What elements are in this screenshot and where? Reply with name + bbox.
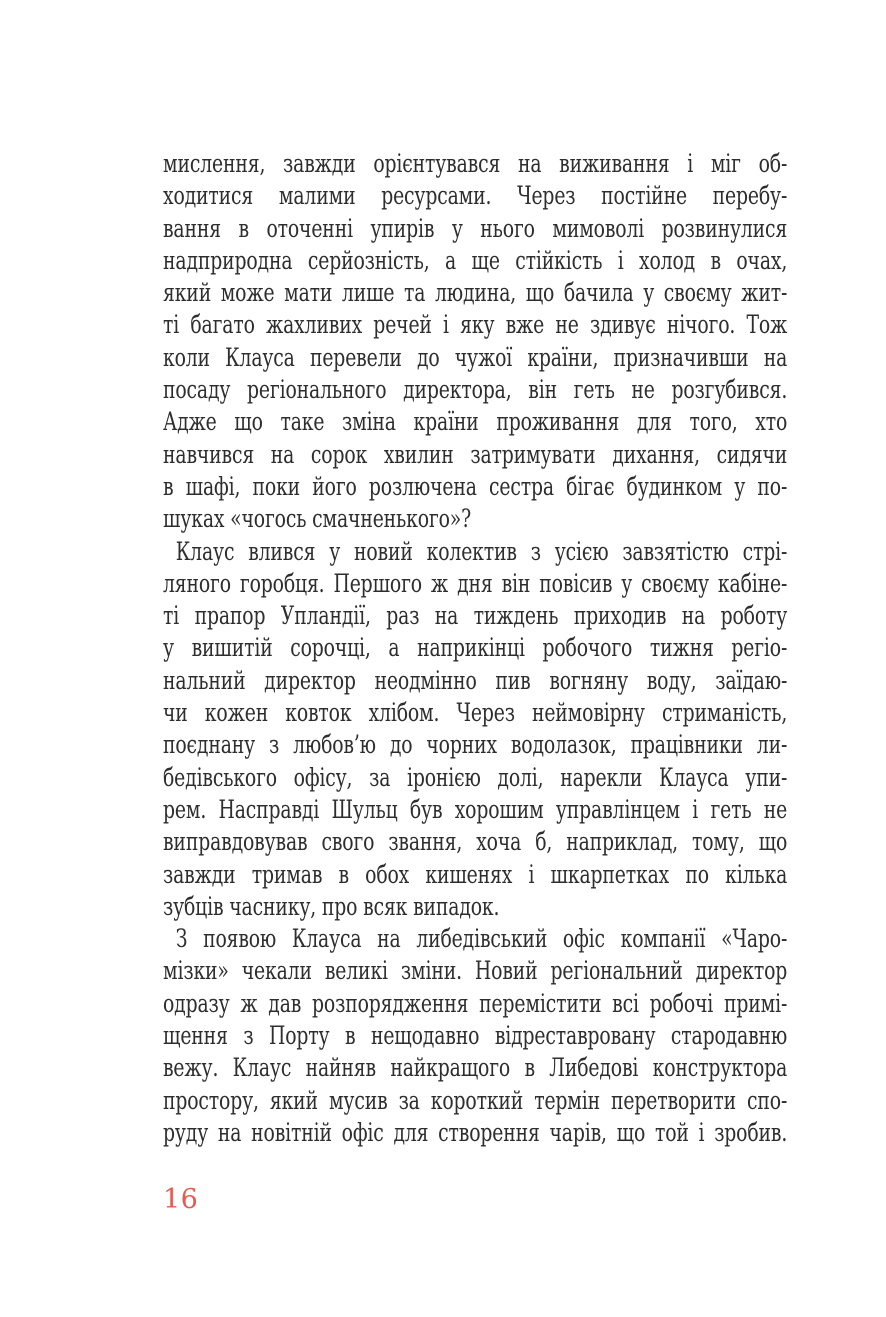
text-line: завжди тримав в обох кишенях і шкарпетках по кілька xyxy=(163,859,788,889)
text-line: бедівського офісу, за іронією долі, нарекли Клауса упи- xyxy=(163,762,788,792)
text-block xyxy=(163,148,787,1149)
text-line: щення з Порту в нещодавно відреставровану стародавню xyxy=(163,1021,788,1051)
text-line: одразу ж дав розпорядження перемістити всі робочі примі- xyxy=(163,988,788,1018)
text-line: який може мати лише та людина, що бачила у своєму жит- xyxy=(163,278,788,308)
text-line: поєднану з любов’ю до чорних водолазок, працівники ли- xyxy=(163,730,788,760)
text-line: виправдовував свого звання, хоча б, наприклад, тому, що xyxy=(163,827,788,857)
text-line: ті багато жахливих речей і яку вже не здивує нічого. Тож xyxy=(163,310,788,340)
text-line: ті прапор Упландії, раз на тиждень приходив на роботу xyxy=(163,601,788,631)
text-line: вання в оточенні упирів у нього мимоволі розвинулися xyxy=(163,213,788,243)
text-line: шуках «чогось смачненького»? xyxy=(163,504,472,534)
text-line: нальний директор неодмінно пив вогняну воду, заїдаю- xyxy=(163,665,788,695)
text-line: руду на новітній офіс для створення чарів, що той і зробив. xyxy=(163,1117,788,1147)
text-line: мислення, завжди орієнтувався на виживання і міг об- xyxy=(163,149,788,178)
text-line: рем. Насправді Шульц був хорошим управлінцем і геть не xyxy=(163,794,788,824)
text-line: навчився на сорок хвилин затримувати дихання, сидячи xyxy=(163,439,788,469)
text-line: простору, який мусив за короткий термін перетворити спо- xyxy=(163,1085,788,1115)
text-line: у вишитій сорочці, а наприкінці робочого тижня регіо- xyxy=(163,633,788,663)
text-line: зубців часнику, про всяк випадок. xyxy=(163,891,500,921)
text-line: Клаус влився у новий колектив з усією завзятістю стрі- xyxy=(175,536,788,566)
paragraph xyxy=(163,923,787,1149)
text-line: вежу. Клаус найняв найкращого в Либедові конструктора xyxy=(163,1053,788,1083)
text-line: надприродна серйозність, а ще стійкість і холод в очах, xyxy=(163,245,788,275)
page-number: 16 xyxy=(163,1184,199,1215)
paragraph xyxy=(163,148,787,536)
text-line: в шафі, поки його розлючена сестра бігає будинком у по- xyxy=(163,471,788,501)
text-line: посаду регіонального директора, він геть не розгубився. xyxy=(163,375,788,405)
text-line: коли Клауса перевели до чужої країни, призначивши на xyxy=(163,342,788,372)
text-line: мізки» чекали великі зміни. Новий регіональний директор xyxy=(163,956,788,986)
paragraph xyxy=(163,536,787,924)
text-line: ляного горобця. Першого ж дня він повісив у своєму кабіне- xyxy=(163,568,788,598)
text-line: З появою Клауса на либедівський офіс компанії «Чаро- xyxy=(175,924,788,954)
text-line: ходитися малими ресурсами. Через постійне перебу- xyxy=(163,181,788,211)
text-line: Адже що таке зміна країни проживання для того, хто xyxy=(163,407,788,437)
text-line: чи кожен ковток хлібом. Через неймовірну стриманість, xyxy=(163,698,788,728)
